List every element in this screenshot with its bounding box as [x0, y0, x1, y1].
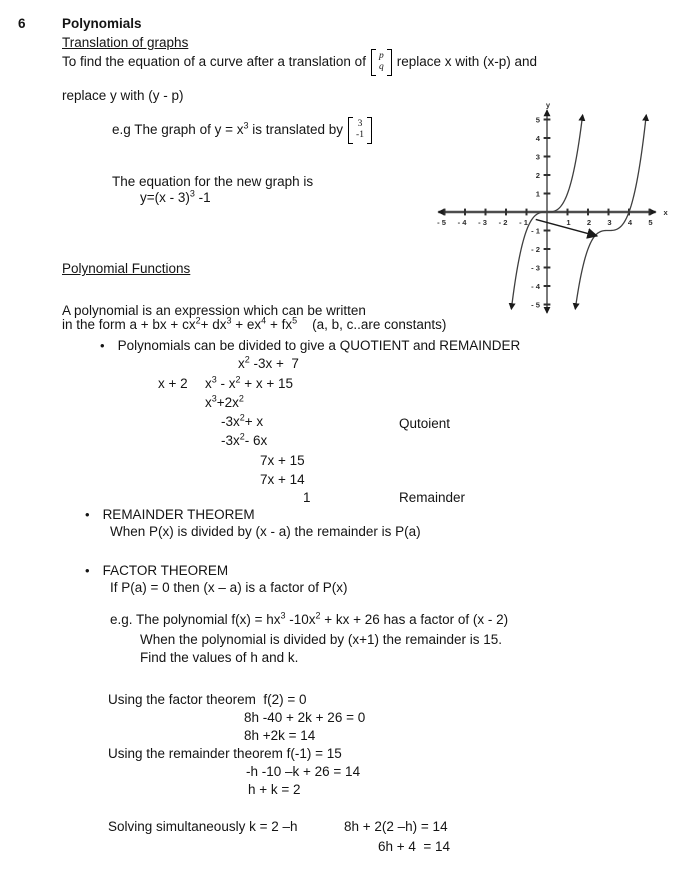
svg-text:- 5: - 5 — [531, 300, 540, 310]
svg-text:1: 1 — [566, 218, 571, 227]
svg-text:3: 3 — [535, 152, 540, 162]
remainder-theorem-body: When P(x) is divided by (x - a) the remainder is P(a) — [110, 524, 421, 539]
remainder-theorem-heading: REMAINDER THEOREM — [102, 507, 255, 522]
page-number: 6 — [18, 16, 26, 31]
division-step2: $-3x^2+ x$ — [221, 412, 264, 429]
factor-theorem-body: If P(a) = 0 then (x – a) is a factor of P(x) — [110, 580, 348, 595]
svg-text:- 5: - 5 — [437, 218, 446, 227]
example-line1: e.g. The polynomial $f(x) = hx^3$ $-10x^2$ + kx + 26 has a factor of (x - 2) — [110, 610, 509, 627]
section-heading-translation: Translation of graphs — [62, 35, 189, 50]
quotient-label: Qutoient — [399, 416, 451, 431]
vector-q-value: q — [378, 62, 384, 73]
translation-example-pre: e.g The graph of $y = x^3$ is translated by — [112, 120, 344, 137]
vector-bottom-value: -1 — [356, 130, 364, 141]
translation-rule-line2: replace y with (y - p) — [62, 88, 184, 103]
translation-rule-line — [62, 49, 537, 76]
translation-rule-pre: To find the equation of a curve after a translation of — [62, 53, 366, 69]
bullet-factor-theorem — [85, 563, 228, 580]
svg-text:- 4: - 4 — [457, 218, 467, 227]
example-line3: Find the values of h and k. — [140, 650, 299, 665]
vector-right-bracket — [367, 117, 372, 144]
bullet-remainder-theorem — [85, 507, 255, 524]
svg-text:4: 4 — [627, 218, 633, 227]
svg-text:5: 5 — [648, 218, 653, 227]
page-title: Polynomials — [62, 16, 142, 31]
example-line2: When the polynomial is divided by (x+1) the remainder is 15. — [140, 632, 503, 647]
svg-text:5: 5 — [535, 115, 540, 125]
section-heading-polynomial-functions: Polynomial Functions — [62, 261, 191, 276]
svg-text:- 1: - 1 — [531, 226, 540, 236]
working-eq6: 6h + 4 = 14 — [378, 839, 451, 854]
svg-text:2: 2 — [586, 218, 592, 227]
vector-top-value: 3 — [357, 119, 363, 129]
svg-text:4: 4 — [535, 133, 540, 143]
svg-text:- 3: - 3 — [478, 218, 487, 227]
remainder-label: Remainder — [399, 490, 466, 505]
svg-text:2: 2 — [535, 170, 540, 180]
division-divisor: x + 2 — [158, 376, 188, 391]
factor-theorem-heading: FACTOR THEOREM — [102, 563, 229, 578]
division-step1: $x^3+2x^2$ — [205, 393, 244, 410]
division-step4: 7x + 15 — [260, 453, 305, 468]
pq-vector — [371, 49, 392, 76]
translation-rule-post: replace x with (x-p) and — [396, 53, 538, 69]
bullet-icon: • — [100, 338, 105, 353]
division-dividend: $x^3 - x^2 + x + 15$ — [205, 374, 294, 391]
svg-text:x: x — [663, 208, 668, 217]
working-eq1: 8h -40 + 2k + 26 = 0 — [244, 710, 366, 725]
vector-p-value: p — [378, 51, 384, 61]
bullet-division — [100, 338, 520, 355]
working-remainder-step: Using the remainder theorem f(-1) = 15 — [108, 746, 342, 761]
svg-text:- 4: - 4 — [531, 281, 540, 291]
svg-text:1: 1 — [535, 189, 540, 199]
svg-text:- 2: - 2 — [498, 218, 508, 227]
example-vector — [348, 117, 372, 144]
translation-example-line — [112, 117, 377, 144]
working-eq4: h + k = 2 — [248, 782, 301, 797]
translation-graph — [433, 96, 697, 326]
division-step5: 7x + 14 — [260, 472, 305, 487]
vector-right-bracket — [387, 49, 392, 76]
new-equation-label: The equation for the new graph is — [112, 174, 314, 189]
svg-text:- 3: - 3 — [531, 263, 540, 273]
division-quotient-row: $x^2$ -3x + 7 — [238, 354, 299, 371]
division-remainder-value: 1 — [303, 490, 311, 505]
svg-text:3: 3 — [607, 218, 612, 227]
bullet-icon: • — [85, 507, 90, 522]
division-step3: $-3x^2-$ 6x — [221, 431, 268, 448]
bullet-icon: • — [85, 563, 90, 578]
polynomial-definition-line2: in the form a + bx + $cx^2+ dx^3 + ex^4 + fx^5$ (a, b, c..are constants) — [62, 315, 447, 332]
svg-text:- 1: - 1 — [519, 218, 528, 227]
working-eq3: -h -10 –k + 26 = 14 — [246, 764, 361, 779]
new-equation: y=(x - 3)$^3$ -1 — [140, 188, 211, 205]
working-eq2: 8h +2k = 14 — [244, 728, 316, 743]
bullet-division-text: Polynomials can be divided to give a QUOTIENT and REMAINDER — [117, 338, 521, 353]
working-solve-step: Solving simultaneously k = 2 –h — [108, 819, 298, 834]
svg-text:y: y — [545, 100, 551, 110]
working-factor-step: Using the factor theorem f(2) = 0 — [108, 692, 307, 707]
svg-text:- 2: - 2 — [531, 244, 540, 254]
polynomial-definition-line1: A polynomial is an expression which can be written — [62, 303, 366, 318]
working-eq5: 8h + 2(2 –h) = 14 — [344, 819, 448, 834]
